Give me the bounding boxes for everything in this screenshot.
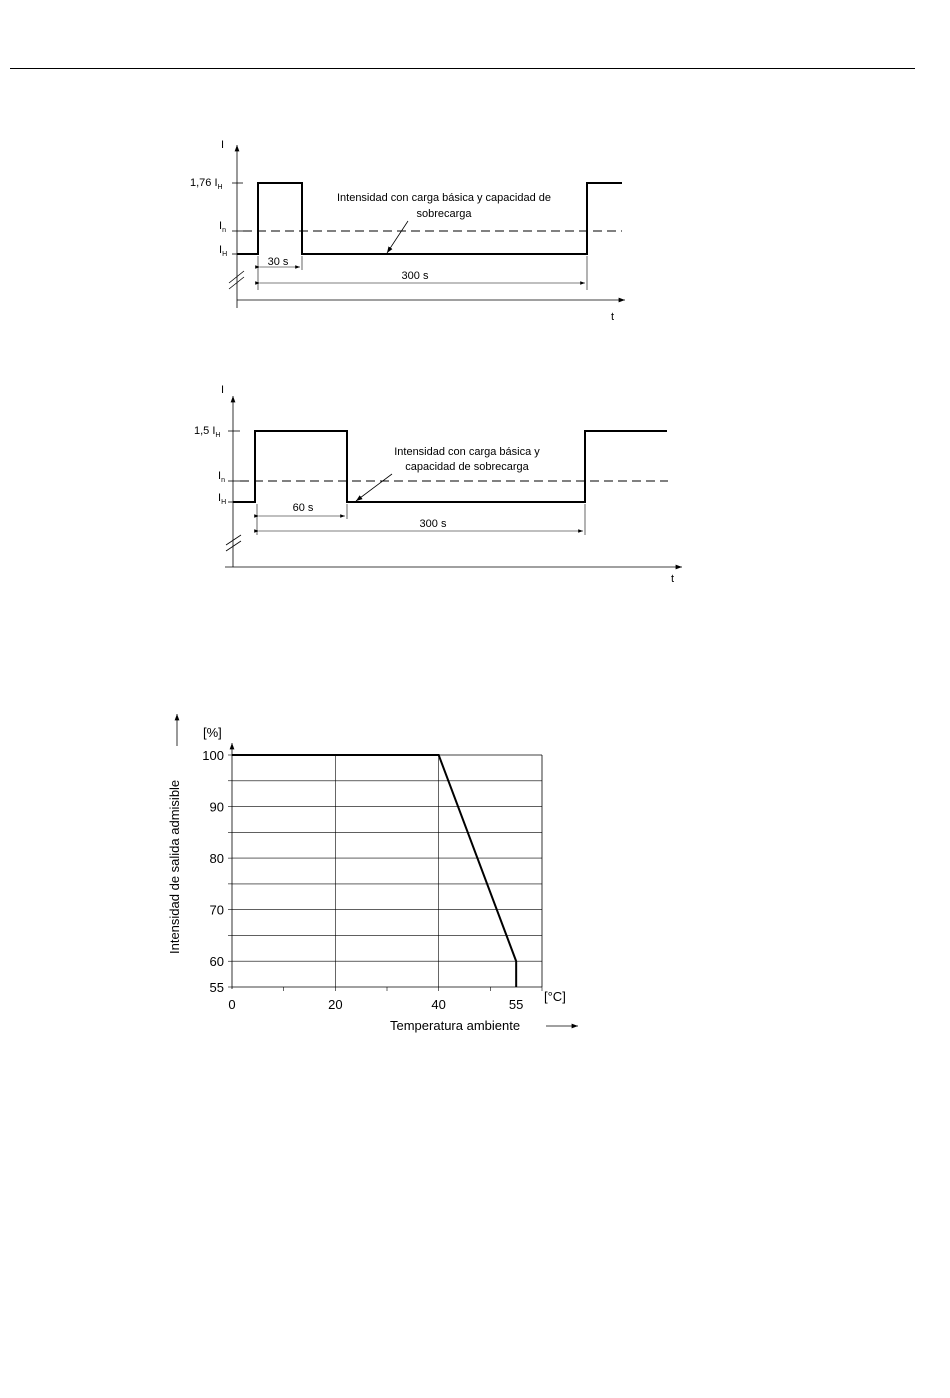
base-current-label: $I_H$ xyxy=(219,244,228,258)
annotation-pointer xyxy=(356,474,392,501)
y-tick-label: 55 xyxy=(209,980,224,995)
break-mark xyxy=(226,535,241,545)
y-tick-label: 90 xyxy=(209,799,224,815)
overload-level-label: 1,76 $I_H$ xyxy=(190,177,223,191)
annotation-line-2: sobrecarga xyxy=(416,208,472,220)
x-axis-title: Temperatura ambiente xyxy=(390,1018,521,1033)
x-axis-label: t xyxy=(671,573,675,585)
break-mark xyxy=(229,271,244,283)
x-tick-label: 40 xyxy=(431,997,446,1012)
break-mark xyxy=(226,541,241,551)
header-rule xyxy=(10,68,915,69)
y-tick-label: 60 xyxy=(209,954,224,970)
short-duration-label: 30 s xyxy=(267,256,289,268)
derating-curve xyxy=(232,755,516,987)
break-mark xyxy=(229,277,244,289)
annotation-line-1: Intensidad con carga básica y capacidad de xyxy=(336,192,552,204)
chart-series xyxy=(232,755,516,987)
annotation-line-1: Intensidad con carga básica y xyxy=(394,446,540,458)
chart-ticks xyxy=(202,748,542,1012)
y-axis-label: I xyxy=(221,384,225,396)
x-tick-label: 55 xyxy=(508,997,524,1012)
annotation-line-2: capacidad de sobrecarga xyxy=(405,461,529,473)
annotation-pointer xyxy=(387,221,408,253)
y-axis-label: I xyxy=(221,139,225,151)
base-current-label: $I_H$ xyxy=(218,492,227,506)
y-tick-label: 70 xyxy=(209,902,224,918)
x-tick-label: 20 xyxy=(328,997,343,1012)
chart-grid xyxy=(232,743,542,989)
cycle-duration-label: 300 s xyxy=(401,270,429,282)
short-duration-label: 60 s xyxy=(292,502,314,514)
load-cycle-diagram-2 xyxy=(0,375,950,595)
overload-level-label: 1,5 $I_H$ xyxy=(194,425,221,439)
y-tick-label: 100 xyxy=(202,748,224,763)
rated-current-label: $I_n$ xyxy=(218,470,225,484)
rated-current-label: $I_n$ xyxy=(219,220,226,234)
y-tick-label: 80 xyxy=(209,851,224,867)
x-unit-label: [°C] xyxy=(544,989,566,1004)
y-axis-title: Intensidad de salida admisible xyxy=(167,779,182,954)
derating-chart xyxy=(0,700,950,1060)
cycle-duration-label: 300 s xyxy=(419,518,447,530)
y-unit-label: [%] xyxy=(203,725,222,740)
x-axis-label: t xyxy=(611,311,615,323)
x-tick-label: 0 xyxy=(228,997,236,1012)
